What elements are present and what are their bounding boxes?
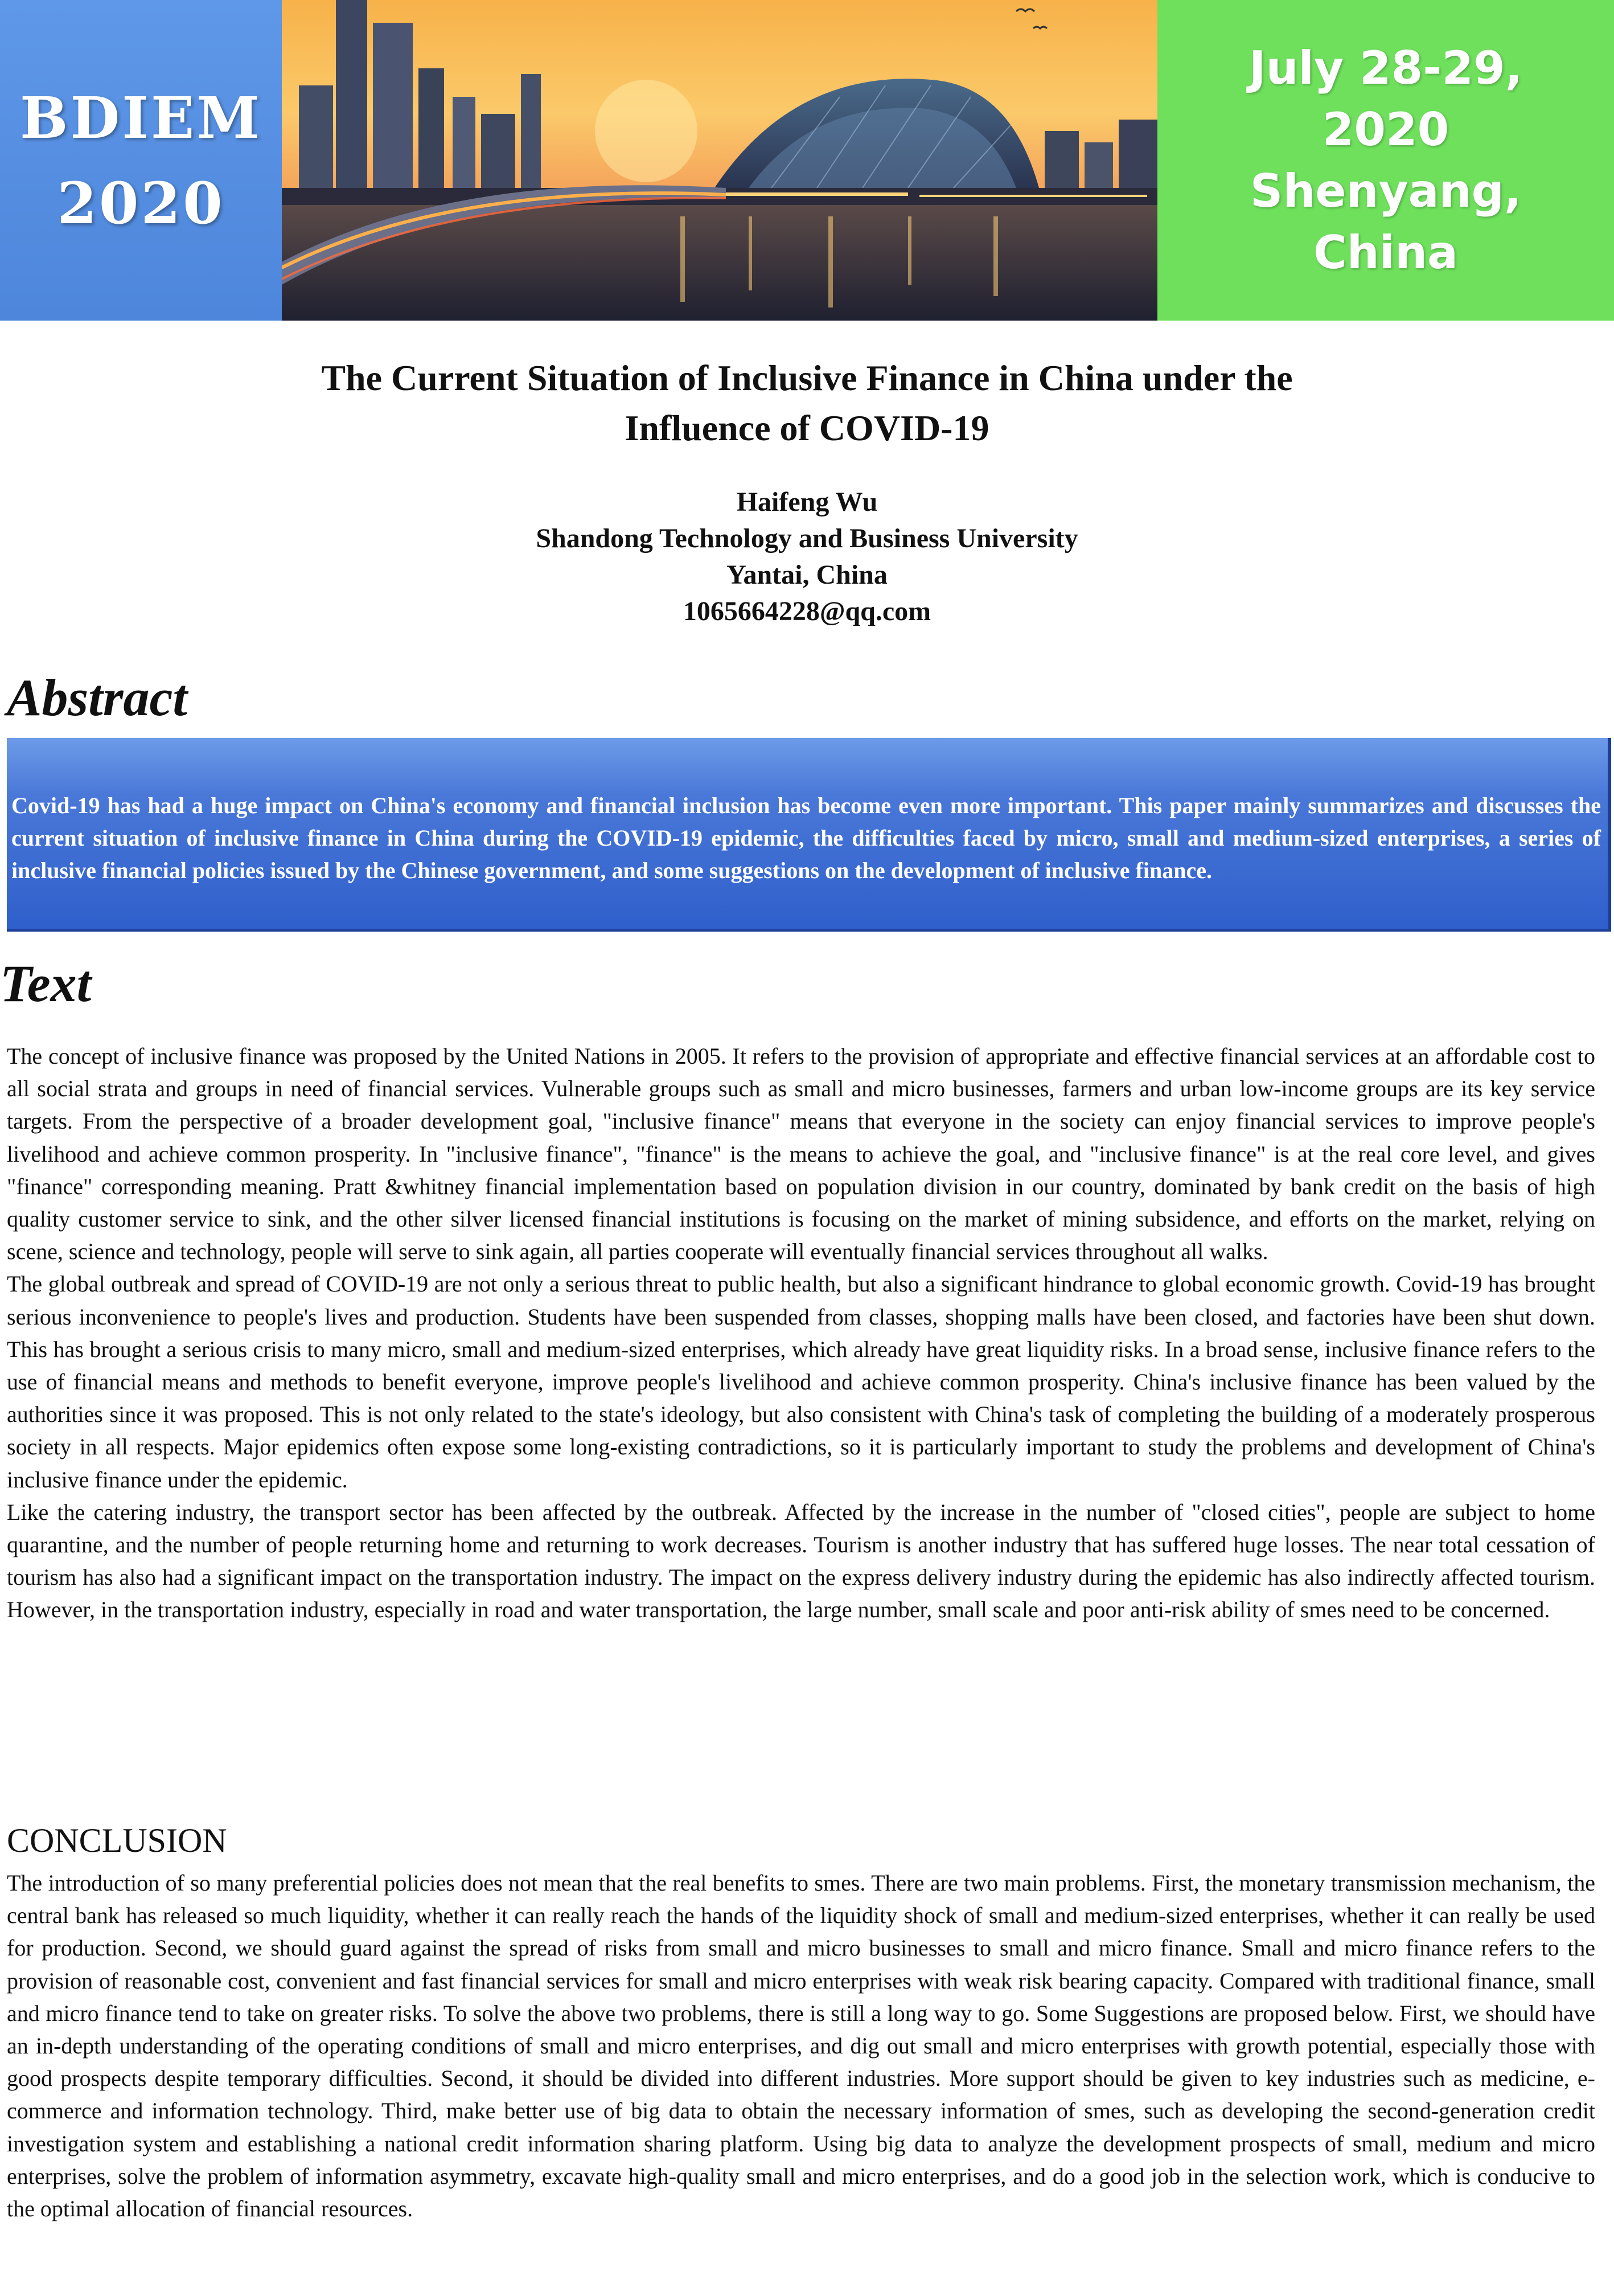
author-affiliation: Shandong Technology and Business University bbox=[536, 523, 1078, 554]
conclusion-paragraph: The introduction of so many preferential policies does not mean that the real benefits to smes. There are two main problems. First, the monetary transmission mechanism, the central bank has released so much liquidity, whether it can really reach the hands of the liquidity shock of small and medium-sized enterprises, whether it can really be used for production. Second, we should guard against the spread of risks from small and micro businesses to small and micro finance. Small and micro finance refers to the provision of reasonable cost, convenient and fast financial services for small and micro enterprises with weak risk bearing capacity. Compared with traditional finance, small and micro finance tend to take on greater risks. To solve the above two problems, there is still a long way to go. Some Suggestions are proposed below. First, we should have an in-depth understanding of the operating conditions of small and micro enterprises, and dig out small and micro enterprises with growth potential, especially those with good prospects despite temporary difficulties. Second, it should be divided into different industries. More support should be given to key industries such as medicine, e-commerce and information technology. Third, make better use of big data to obtain the necessary information of smes, such as developing the second-generation credit investigation system and establishing a national credit information sharing platform. Using big data to analyze the development prospects of small, medium and micro enterprises, solve the problem of information asymmetry, excavate high-quality small and micro enterprises, and do a good job in the selection work, which is conducive to the optimal allocation of financial resources. bbox=[7, 1870, 1595, 2222]
conference-date-panel bbox=[1157, 0, 1614, 321]
paper-title bbox=[171, 353, 1443, 453]
author-block bbox=[285, 484, 1329, 630]
conference-year: 2020 bbox=[57, 169, 225, 237]
abstract-box bbox=[7, 738, 1611, 932]
paper-title-line-1: The Current Situation of Inclusive Finance in China under the bbox=[321, 358, 1293, 398]
conclusion-heading: CONCLUSION bbox=[7, 1822, 227, 1859]
conclusion-body bbox=[7, 1867, 1595, 2225]
text-body bbox=[7, 1040, 1595, 1626]
text-paragraph-3: Like the catering industry, the transport sector has been affected by the outbreak. Affected by the increase in the number of "closed cities", people are subject to home quarantine, and the number of people returning home and returning to work decreases. Tourism is another industry that has suffered huge losses. The near total cessation of tourism has also had a significant impact on the transportation industry. The impact on the express delivery industry during the epidemic has also indirectly affected tourism. However, in the transportation industry, especially in road and water transportation, the large number, small scale and poor anti-risk ability of smes need to be concerned. bbox=[7, 1499, 1595, 1623]
conference-date: July 28-29, bbox=[1249, 41, 1523, 95]
text-heading: Text bbox=[0, 954, 92, 1012]
paper-title-line-2: Influence of COVID-19 bbox=[625, 408, 989, 448]
author-email: 1065664228@qq.com bbox=[683, 596, 931, 626]
conference-banner bbox=[0, 0, 1614, 321]
abstract-heading: Abstract bbox=[7, 669, 187, 727]
city-skyline-photo bbox=[282, 0, 1157, 321]
abstract-text: Covid-19 has had a huge impact on China's economy and financial inclusion has become even more important. This paper mainly summarizes and discusses the current situation of inclusive finance in China during the COVID-19 epidemic, the difficulties faced by micro, small and medium-sized enterprises, a series of inclusive financial policies issued by the Chinese government, and some suggestions on the development of inclusive finance. bbox=[11, 793, 1601, 883]
conference-name-panel bbox=[0, 0, 282, 321]
conference-city: Shenyang, bbox=[1250, 164, 1522, 218]
conference-acronym: BDIEM bbox=[20, 84, 262, 151]
text-paragraph-1: The concept of inclusive finance was proposed by the United Nations in 2005. It refers to the provision of appropriate and effective financial services at an affordable cost to all social strata and groups in need of financial services. Vulnerable groups such as small and micro businesses, farmers and urban low-income groups are its key service targets. From the perspective of a broader development goal, "inclusive finance" means that everyone in the society can enjoy financial services to improve people's livelihood and achieve common prosperity. In "inclusive finance", "finance" is the means to achieve the goal, and "inclusive finance" is at the real core level, and gives "finance" corresponding meaning. Pratt &whitney financial implementation based on population division in our country, dominated by bank credit on the basis of high quality customer service to sink, and the other silver licensed financial institutions is focusing on the market of mining subsidence, and efforts on the market, relying on scene, science and technology, people will serve to sink again, all parties cooperate will eventually financial services throughout all walks. bbox=[7, 1043, 1595, 1265]
conference-country: China bbox=[1313, 226, 1459, 279]
text-paragraph-2: The global outbreak and spread of COVID-19 are not only a serious threat to public health, but also a significant hindrance to global economic growth. Covid-19 has brought serious inconvenience to people's lives and production. Students have been suspended from classes, shopping malls have been closed, and factories have been shut down. This has brought a serious crisis to many micro, small and medium-sized enterprises, which already have great liquidity risks. In a broad sense, inclusive finance refers to the use of financial means and methods to benefit everyone, improve people's livelihood and achieve common prosperity. China's inclusive finance has been valued by the authorities since it was proposed. This is not only related to the state's ideology, but also consistent with China's task of completing the building of a moderately prosperous society in all respects. Major epidemics often expose some long-existing contradictions, so it is particularly important to study the problems and development of China's inclusive finance under the epidemic. bbox=[7, 1271, 1595, 1493]
author-location: Yantai, China bbox=[726, 560, 888, 590]
skyline-illustration bbox=[282, 0, 1157, 321]
author-name: Haifeng Wu bbox=[736, 487, 878, 517]
conference-date-year: 2020 bbox=[1322, 102, 1449, 156]
